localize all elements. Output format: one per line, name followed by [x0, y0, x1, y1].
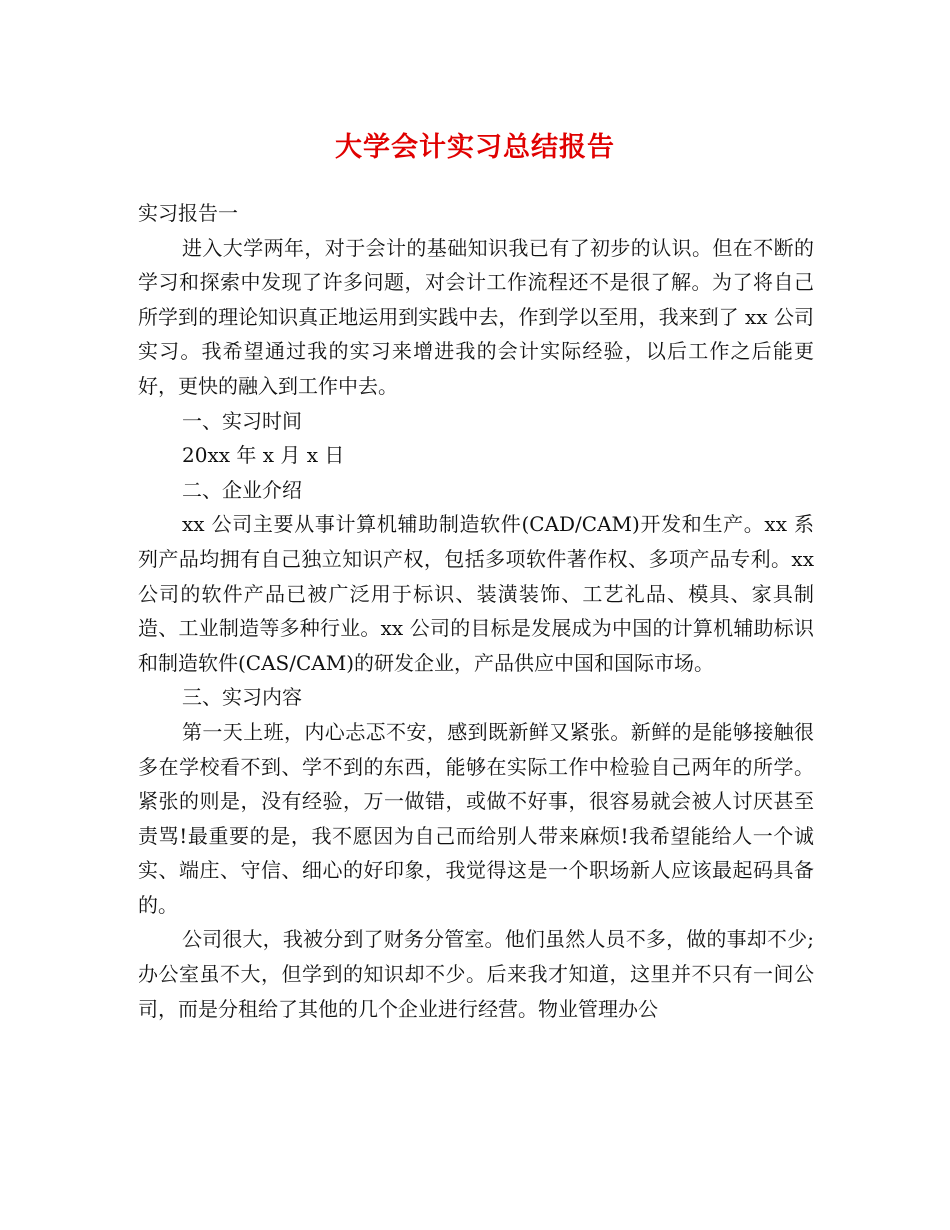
document-body	[138, 196, 814, 1026]
section-heading-company-intro: 二、企业介绍	[182, 477, 302, 502]
first-day-paragraph: 第一天上班，内心忐忑不安，感到既新鲜又紧张。新鲜的是能够接触很多在学校看不到、学不到的东西，能够在实际工作中检验自己两年的所学。紧张的则是，没有经验，万一做错，或做不好事，很容易就会被人讨厌甚至责骂!最重要的是，我不愿因为自己而给别人带来麻烦!我希望能给人一个诚实、端庄、守信、细心的好印象，我觉得这是一个职场新人应该最起码具备的。	[138, 719, 814, 917]
section-heading-internship-time: 一、实习时间	[182, 408, 302, 433]
document-title: 大学会计实习总结报告	[335, 132, 615, 163]
section-heading-report-one: 实习报告一	[138, 201, 238, 225]
company-paragraph: 公司很大，我被分到了财务分管室。他们虽然人员不多，做的事却不少;办公室虽不大，但学到的知识却不少。后来我才知道，这里并不只有一间公司，而是分租给了其他的几个企业进行经营。物业管理办公	[138, 927, 814, 1021]
internship-date: 20xx 年 x 月 x 日	[182, 443, 345, 468]
section-heading-internship-content: 三、实习内容	[182, 685, 302, 710]
intro-paragraph: 进入大学两年，对于会计的基础知识我已有了初步的认识。但在不断的学习和探索中发现了许多问题，对会计工作流程还不是很了解。为了将自己所学到的理论知识真正地运用到实践中去，作到学以至用，我来到了 xx 公司实习。我希望通过我的实习来增进我的会计实际经验，以后工作之后能更好，更快的融入到工作中去。	[138, 235, 814, 398]
company-intro-paragraph: xx 公司主要从事计算机辅助制造软件(CAD/CAM)开发和生产。xx 系列产品均拥有自己独立知识产权，包括多项软件著作权、多项产品专利。xx 公司的软件产品已被广泛用于标识、装潢装饰、工艺礼品、模具、家具制造、工业制造等多种行业。xx 公司的目标是发展成为中国的计算机辅助标识和制造软件(CAS/CAM)的研发企业，产品供应中国和国际市场。	[138, 512, 814, 675]
